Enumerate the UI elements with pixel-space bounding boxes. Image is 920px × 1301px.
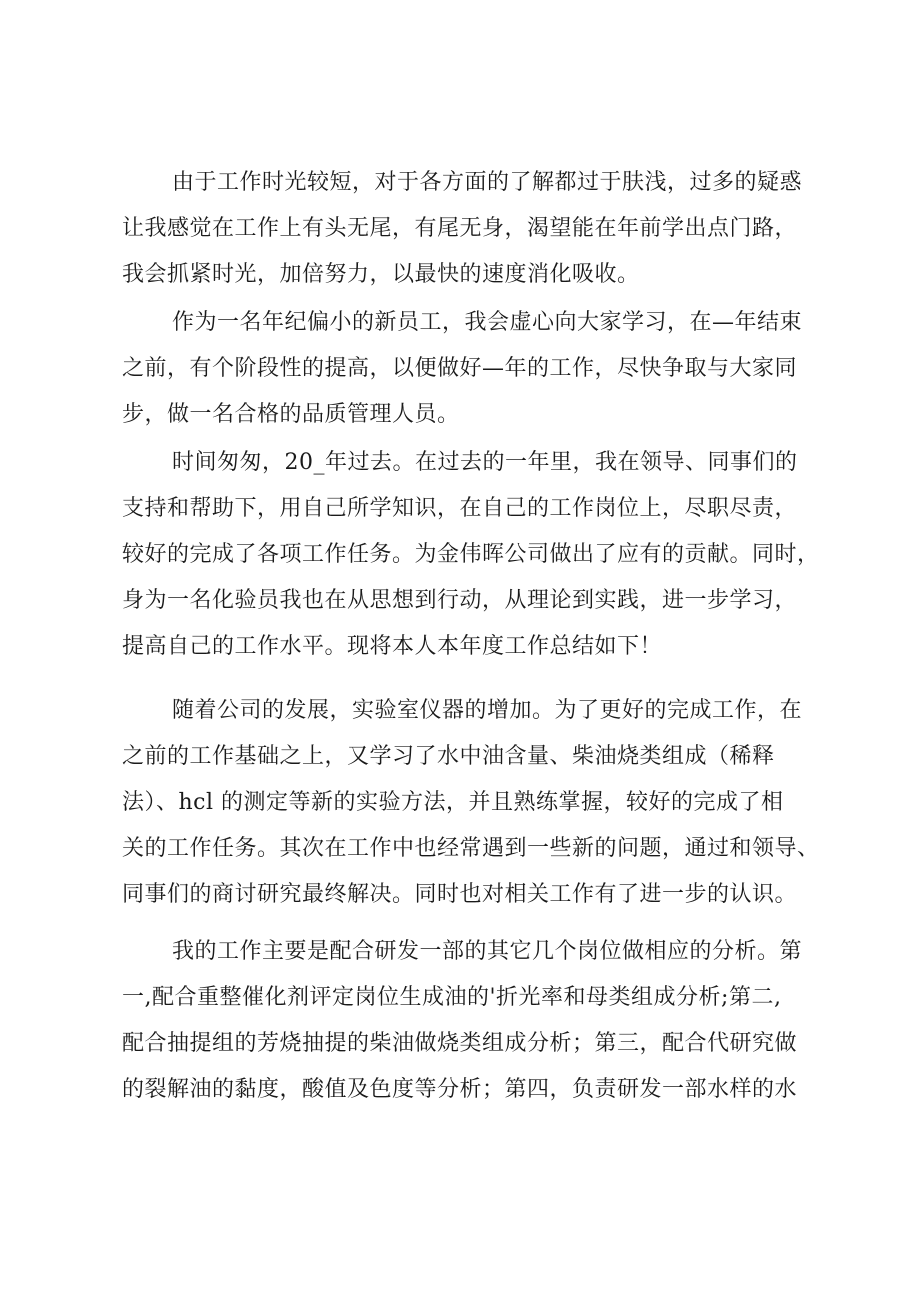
paragraph-line: 之前，有个阶段性的提高，以便做好—年的工作，尽快争取与大家同 xyxy=(122,356,798,381)
paragraph-line: 由于工作时光较短，对于各方面的了解都过于肤浅，过多的疑惑 xyxy=(172,170,803,195)
paragraph-line: 时间匆匆，20_年过去。在过去的一年里，我在领导、同事们的 xyxy=(172,450,798,475)
paragraph-line: 作为一名年纪偏小的新员工，我会虚心向大家学习，在—年结束 xyxy=(172,310,803,335)
paragraph-line: 身为一名化验员我也在从思想到行动，从理论到实践，进一步学习， xyxy=(122,588,798,613)
paragraph-line: 我的工作主要是配合研发一部的其它几个岗位做相应的分析。第 xyxy=(172,939,803,964)
paragraph-line: 的裂解油的黏度，酸值及色度等分析；第四，负责研发一部水样的水 xyxy=(122,1077,798,1102)
paragraph-line: 之前的工作基础之上，又学习了水中油含量、柴油烧类组成（稀释 xyxy=(122,744,775,769)
paragraph-line: 较好的完成了各项工作任务。为金伟晖公司做出了应有的贡献。同时， xyxy=(122,542,820,567)
paragraph-line: 我会抓紧时光，加倍努力，以最快的速度消化吸收。 xyxy=(122,262,640,287)
paragraph-line: 一,配合重整催化剂评定岗位生成油的'折光率和母类组成分析;第二, xyxy=(122,985,782,1010)
paragraph-line: 让我感觉在工作上有头无尾，有尾无身，渴望能在年前学出点门路， xyxy=(122,216,798,241)
paragraph-line: 随着公司的发展，实验室仪器的增加。为了更好的完成工作，在 xyxy=(172,698,803,723)
paragraph-line: 关的工作任务。其次在工作中也经常遇到一些新的问题，通过和领导、 xyxy=(122,836,820,861)
paragraph-line: 法）、hcl 的测定等新的实验方法，并且熟练掌握，较好的完成了相 xyxy=(122,790,784,815)
paragraph-line: 支持和帮助下，用自己所学知识，在自己的工作岗位上，尽职尽责， xyxy=(122,496,798,521)
paragraph-line: 配合抽提组的芳烧抽提的柴油做烧类组成分析；第三，配合代研究做 xyxy=(122,1031,798,1056)
paragraph-line: 提高自己的工作水平。现将本人本年度工作总结如下！ xyxy=(122,634,663,659)
paragraph-line: 步，做一名合格的品质管理人员。 xyxy=(122,402,460,427)
paragraph-line: 同事们的商讨研究最终解决。同时也对相关工作有了进一步的认识。 xyxy=(122,882,798,907)
